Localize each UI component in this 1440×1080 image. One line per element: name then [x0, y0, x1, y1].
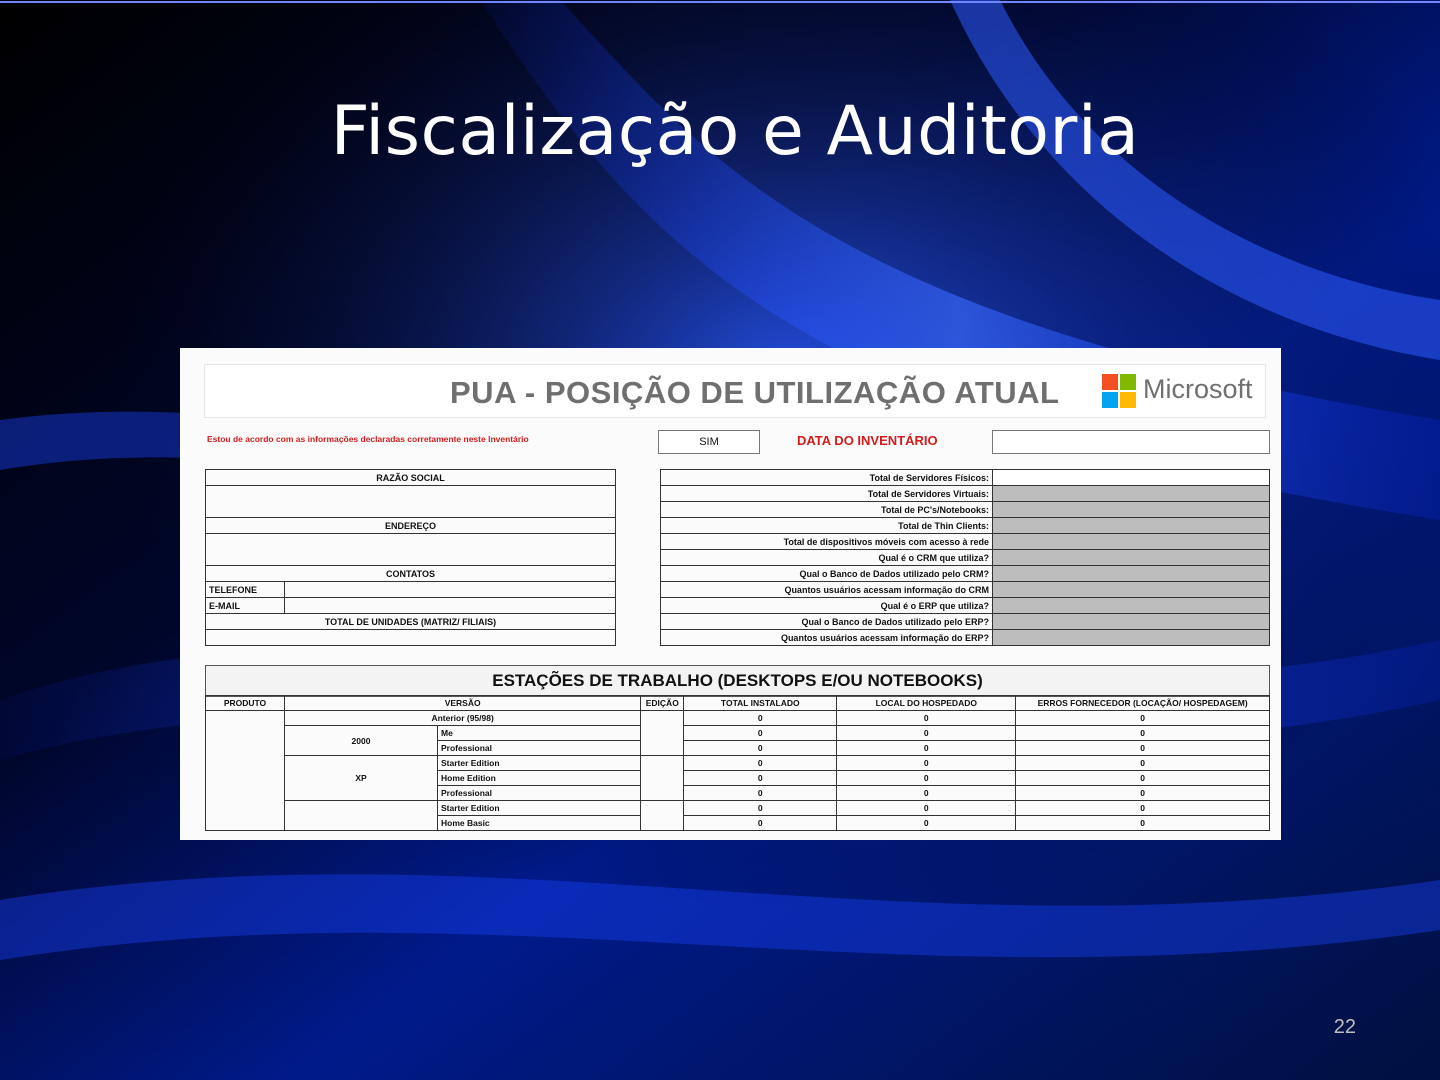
local-cell: 0 [837, 711, 1016, 726]
local-cell: 0 [837, 771, 1016, 786]
slide-title: Fiscalização e Auditoria [330, 92, 1140, 171]
question-cell: Quantos usuários acessam informação do CRM [661, 582, 993, 598]
question-cell: Qual é o ERP que utiliza? [661, 598, 993, 614]
column-header: PRODUTO [206, 696, 285, 711]
edition-name: Starter Edition [438, 801, 641, 816]
edition-name: Starter Edition [438, 756, 641, 771]
sheet-header [205, 365, 1265, 417]
microsoft-wordmark: Microsoft [1143, 374, 1253, 404]
edition-name: Home Basic [438, 816, 641, 831]
column-header: LOCAL DO HOSPEDADO [837, 696, 1016, 711]
answer-cell [993, 630, 1270, 646]
vendor-cell: 0 [1016, 741, 1270, 756]
local-cell: 0 [837, 726, 1016, 741]
vendor-cell: 0 [1016, 771, 1270, 786]
local-cell: 0 [837, 816, 1016, 831]
local-cell: 0 [837, 756, 1016, 771]
question-cell: Total de Thin Clients: [661, 518, 993, 534]
column-header: TOTAL INSTALADO [684, 696, 837, 711]
question-cell: Qual o Banco de Dados utilizado pelo ERP? [661, 614, 993, 630]
total-cell: 0 [684, 801, 837, 816]
declaration-text: Estou de acordo com as informações declaradas corretamente neste Inventário [207, 434, 529, 444]
vendor-cell: 0 [1016, 816, 1270, 831]
vendor-cell: 0 [1016, 756, 1270, 771]
edition-name: Me [438, 726, 641, 741]
company-info-table [205, 469, 616, 646]
total-unidades-value [206, 630, 616, 646]
telefone-label: TELEFONE [206, 582, 285, 598]
answer-cell [993, 470, 1270, 486]
edition-name: Professional [438, 741, 641, 756]
razao-social-header: RAZÃO SOCIAL [206, 470, 616, 486]
contatos-header: CONTATOS [206, 566, 616, 582]
inventory-date-label: DATA DO INVENTÁRIO [797, 433, 938, 448]
local-cell: 0 [837, 741, 1016, 756]
vendor-cell: 0 [1016, 786, 1270, 801]
question-cell: Qual o Banco de Dados utilizado pelo CRM? [661, 566, 993, 582]
total-cell: 0 [684, 726, 837, 741]
question-cell: Total de PC's/Notebooks: [661, 502, 993, 518]
total-cell: 0 [684, 816, 837, 831]
column-header: VERSÃO [285, 696, 641, 711]
infrastructure-questions-table [660, 469, 1270, 646]
local-cell: 0 [837, 801, 1016, 816]
local-cell: 0 [837, 786, 1016, 801]
edition-cell [641, 801, 684, 831]
total-cell: 0 [684, 711, 837, 726]
total-cell: 0 [684, 756, 837, 771]
answer-cell [993, 614, 1270, 630]
pua-spreadsheet-image [180, 348, 1281, 840]
version-cell: XP [285, 756, 438, 801]
answer-cell [993, 518, 1270, 534]
edition-cell [641, 756, 684, 801]
endereco-value [206, 534, 616, 566]
declaration-value: SIM [658, 430, 760, 454]
email-label: E-MAIL [206, 598, 285, 614]
version-cell: 2000 [285, 726, 438, 756]
question-cell: Total de Servidores Virtuais: [661, 486, 993, 502]
total-cell: 0 [684, 741, 837, 756]
total-cell: 0 [684, 771, 837, 786]
telefone-value [285, 582, 616, 598]
workstations-title: ESTAÇÕES DE TRABALHO (DESKTOPS E/OU NOTEBOOKS) [205, 665, 1270, 697]
column-header: ERROS FORNECEDOR (LOCAÇÃO/ HOSPEDAGEM) [1016, 696, 1270, 711]
question-cell: Total de dispositivos móveis com acesso à rede [661, 534, 993, 550]
slide-page-number: 22 [1333, 1016, 1356, 1038]
vendor-cell: 0 [1016, 801, 1270, 816]
workstations-table [205, 695, 1270, 831]
vendor-cell: 0 [1016, 726, 1270, 741]
sheet-title: PUA - POSIÇÃO DE UTILIZAÇÃO ATUAL [450, 375, 1060, 410]
column-header: EDIÇÃO [641, 696, 684, 711]
answer-cell [993, 566, 1270, 582]
edition-cell [641, 711, 684, 756]
version-cell [285, 801, 438, 831]
question-cell: Qual é o CRM que utiliza? [661, 550, 993, 566]
microsoft-logo-icon [1102, 374, 1136, 408]
answer-cell [993, 534, 1270, 550]
question-cell: Quantos usuários acessam informação do ERP? [661, 630, 993, 646]
question-cell: Total de Servidores Físicos: [661, 470, 993, 486]
edition-name: Home Edition [438, 771, 641, 786]
version-group: Anterior (95/98) [285, 711, 641, 726]
total-cell: 0 [684, 786, 837, 801]
produto-cell [206, 711, 285, 831]
answer-cell [993, 486, 1270, 502]
total-unidades-label: TOTAL DE UNIDADES (MATRIZ/ FILIAIS) [206, 614, 616, 630]
vendor-cell: 0 [1016, 711, 1270, 726]
answer-cell [993, 550, 1270, 566]
answer-cell [993, 582, 1270, 598]
answer-cell [993, 502, 1270, 518]
endereco-header: ENDEREÇO [206, 518, 616, 534]
edition-name: Professional [438, 786, 641, 801]
razao-social-value [206, 486, 616, 518]
email-value [285, 598, 616, 614]
inventory-date-field [992, 430, 1270, 454]
answer-cell [993, 598, 1270, 614]
